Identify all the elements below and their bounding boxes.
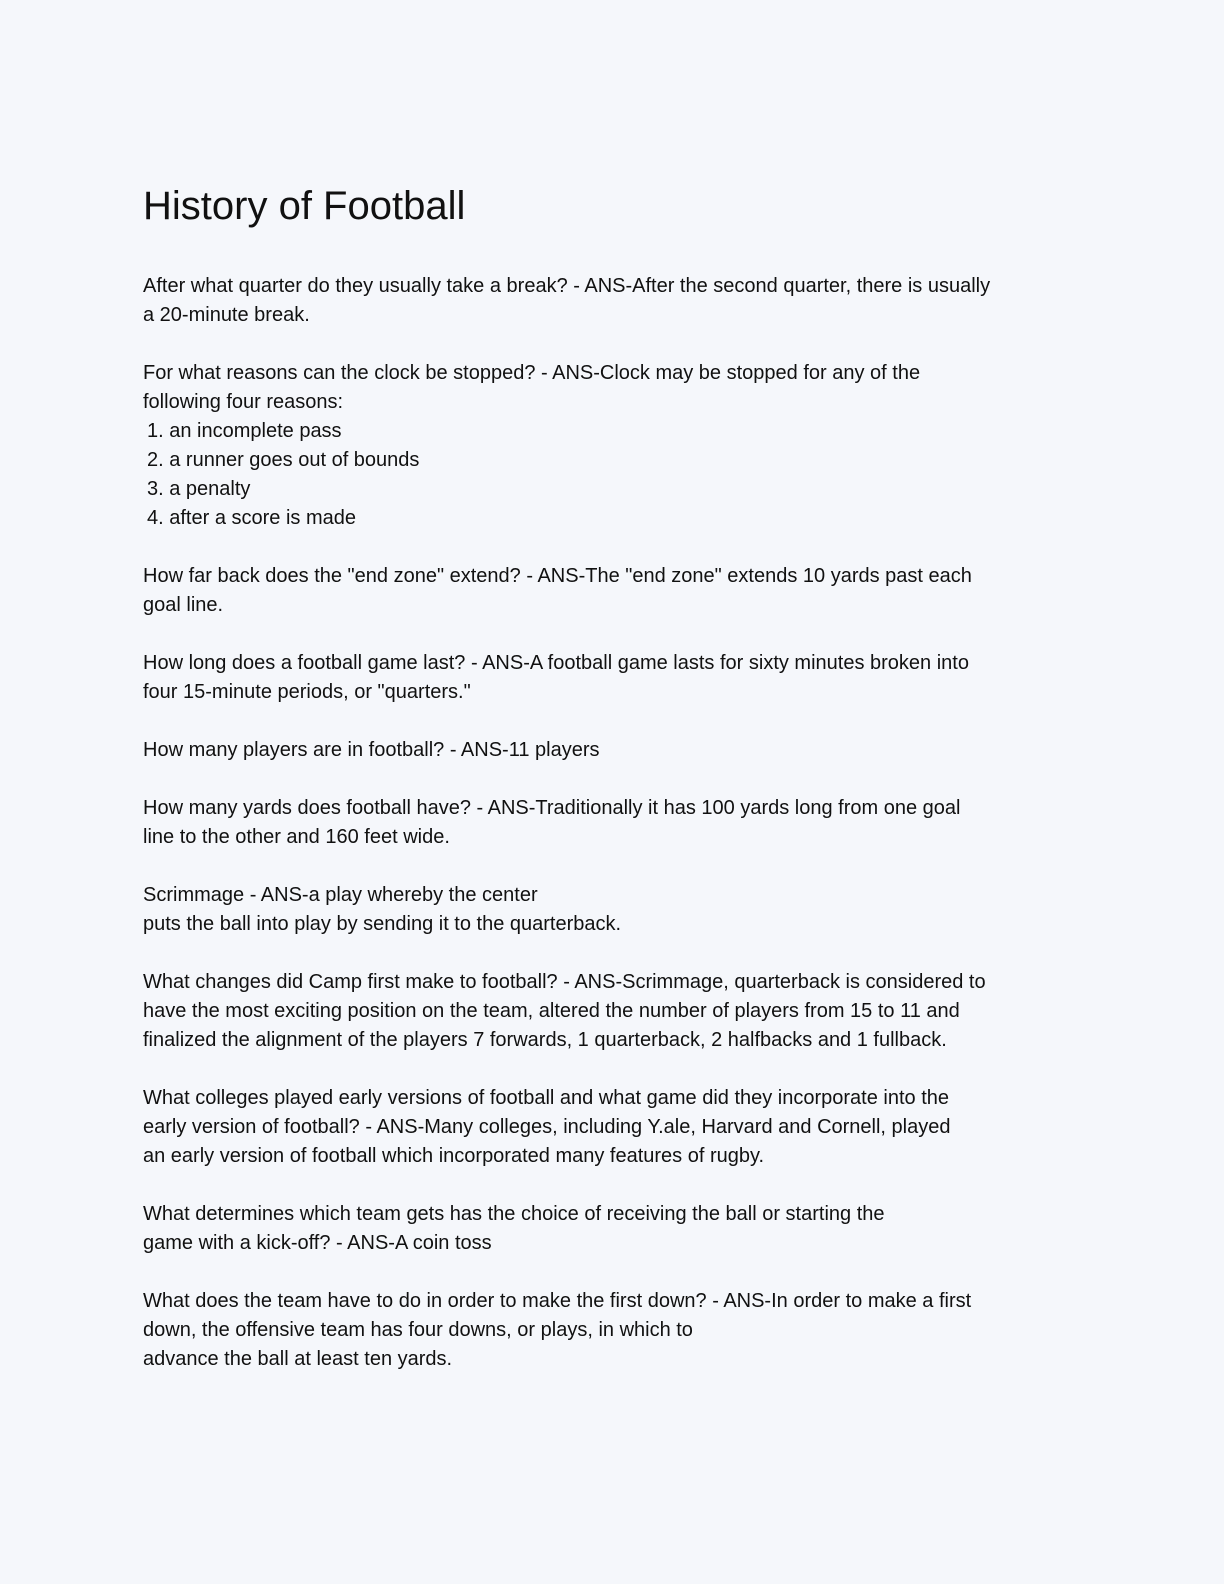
qa-item bbox=[143, 649, 1083, 707]
document-content bbox=[143, 180, 1083, 1403]
qa-line: early version of football? - ANS-Many colleges, including Y.ale, Harvard and Cornell, played bbox=[143, 1116, 951, 1138]
qa-line: How many yards does football have? - ANS-Traditionally it has 100 yards long from one goal bbox=[143, 797, 961, 819]
qa-line: goal line. bbox=[143, 594, 224, 616]
qa-line: How long does a football game last? - ANS-A football game lasts for sixty minutes broken into bbox=[143, 652, 969, 674]
qa-item bbox=[143, 794, 1083, 852]
qa-line: How far back does the "end zone" extend? - ANS-The "end zone" extends 10 yards past each bbox=[143, 565, 972, 587]
qa-line: line to the other and 160 feet wide. bbox=[143, 826, 450, 848]
qa-item bbox=[143, 881, 1083, 939]
qa-item bbox=[143, 736, 1083, 765]
qa-line: puts the ball into play by sending it to the quarterback. bbox=[143, 913, 622, 935]
qa-line: down, the offensive team has four downs, or plays, in which to bbox=[143, 1319, 693, 1341]
document-title: History of Football bbox=[143, 184, 466, 228]
qa-list bbox=[143, 272, 1083, 1374]
qa-line: 2. a runner goes out of bounds bbox=[147, 449, 420, 471]
qa-line: game with a kick-off? - ANS-A coin toss bbox=[143, 1232, 492, 1254]
qa-line: advance the ball at least ten yards. bbox=[143, 1348, 453, 1370]
qa-item bbox=[143, 1084, 1083, 1171]
qa-item bbox=[143, 562, 1083, 620]
qa-line: following four reasons: bbox=[143, 391, 344, 413]
qa-line: 1. an incomplete pass bbox=[147, 420, 342, 442]
qa-line: 4. after a score is made bbox=[147, 507, 356, 529]
qa-line: four 15-minute periods, or "quarters." bbox=[143, 681, 471, 703]
qa-item bbox=[143, 968, 1083, 1055]
qa-line: How many players are in football? - ANS-11 players bbox=[143, 739, 600, 761]
qa-item bbox=[143, 272, 1083, 330]
qa-line: For what reasons can the clock be stopped? - ANS-Clock may be stopped for any of the bbox=[143, 362, 921, 384]
qa-line: an early version of football which incorporated many features of rugby. bbox=[143, 1145, 765, 1167]
qa-line: have the most exciting position on the team, altered the number of players from 15 to 11 and bbox=[143, 1000, 960, 1022]
qa-item bbox=[143, 1200, 1083, 1258]
qa-line: finalized the alignment of the players 7 forwards, 1 quarterback, 2 halfbacks and 1 fullback. bbox=[143, 1029, 947, 1051]
qa-item bbox=[143, 1287, 1083, 1374]
qa-item bbox=[143, 359, 1083, 533]
qa-line: Scrimmage - ANS-a play whereby the center bbox=[143, 884, 538, 906]
qa-line: After what quarter do they usually take a break? - ANS-After the second quarter, there is usually bbox=[143, 275, 991, 297]
qa-line: What colleges played early versions of football and what game did they incorporate into the bbox=[143, 1087, 950, 1109]
qa-line: What determines which team gets has the choice of receiving the ball or starting the bbox=[143, 1203, 885, 1225]
qa-line: What does the team have to do in order to make the first down? - ANS-In order to make a first bbox=[143, 1290, 972, 1312]
qa-line: a 20-minute break. bbox=[143, 304, 310, 326]
qa-line: 3. a penalty bbox=[147, 478, 251, 500]
qa-line: What changes did Camp first make to football? - ANS-Scrimmage, quarterback is considered to bbox=[143, 971, 986, 993]
